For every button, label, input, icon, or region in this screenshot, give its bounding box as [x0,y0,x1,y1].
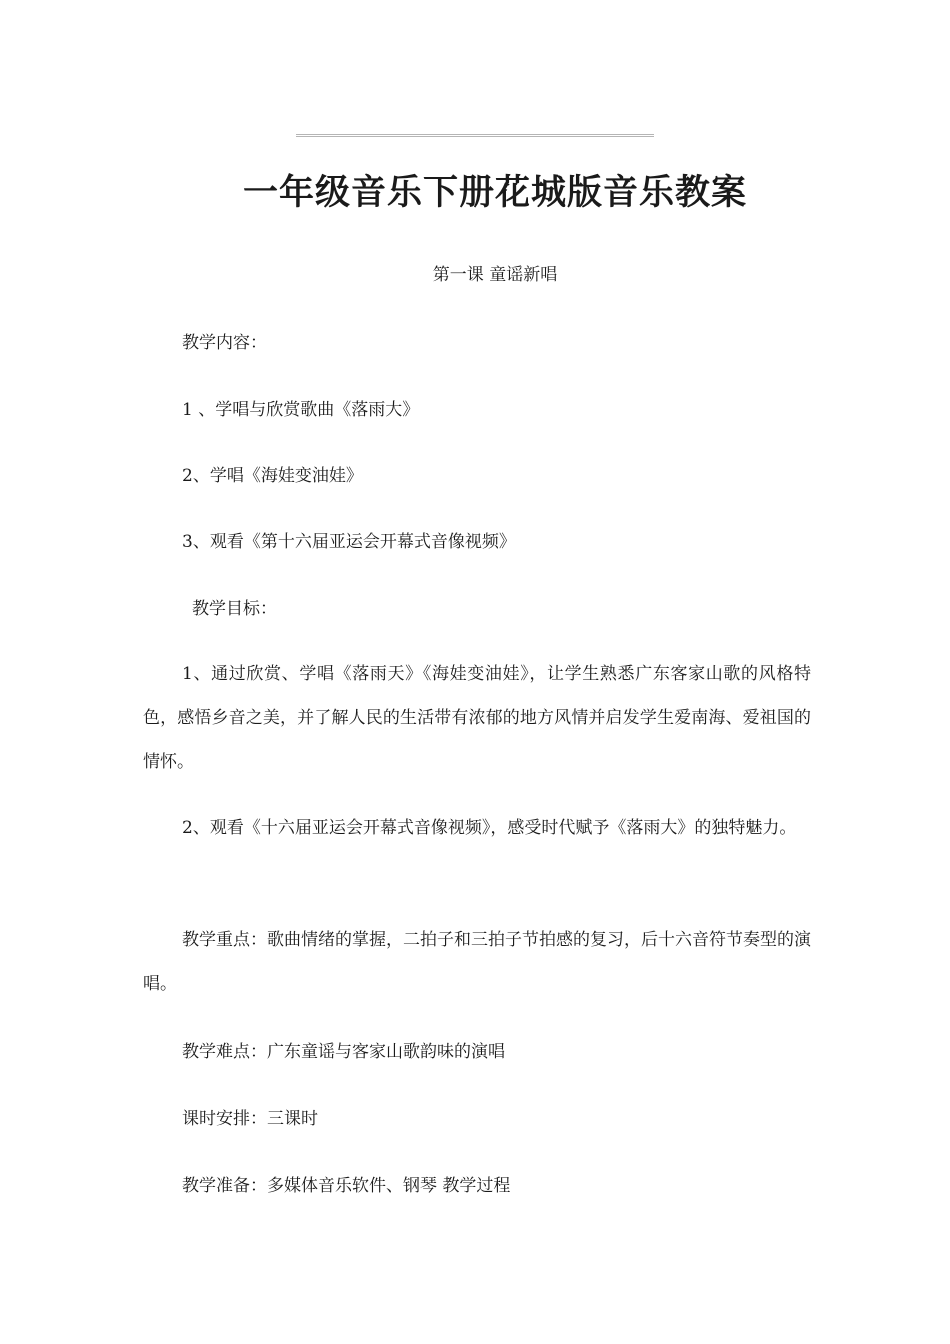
lesson-subtitle: 第一课 童谣新唱 [432,265,558,285]
goal-paragraph-2: 2、观看《十六届亚运会开幕式音像视频》，感受时代赋予《落雨大》的独特魅力。 [182,818,797,838]
content-item-2: 2、学唱《海娃变油娃》 [182,466,363,486]
schedule-line: 课时安排：三课时 [182,1109,318,1129]
document-title: 一年级音乐下册花城版音乐教案 [242,172,747,213]
preparation-line: 教学准备：多媒体音乐软件、钢琴 教学过程 [182,1176,511,1196]
header-rule [296,134,654,137]
content-item-1: 1 、学唱与欣赏歌曲《落雨大》 [182,400,420,420]
difficulties-line: 教学难点：广东童谣与客家山歌韵味的演唱 [182,1042,505,1062]
key-points-paragraph: 教学重点：歌曲情绪的掌握，二拍子和三拍子节拍感的复习，后十六音符节奏型的演唱。 [143,930,811,994]
content-heading: 教学内容： [182,333,267,353]
content-item-3: 3、观看《第十六届亚运会开幕式音像视频》 [182,532,516,552]
goal-paragraph-1: 1、通过欣赏、学唱《落雨天》《海娃变油娃》，让学生熟悉广东客家山歌的风格特色，感悟乡音之美，并了解人民的生活带有浓郁的地方风情并启发学生爱南海、爱祖国的情怀。 [143,664,811,772]
goals-heading: 教学目标： [192,599,277,619]
